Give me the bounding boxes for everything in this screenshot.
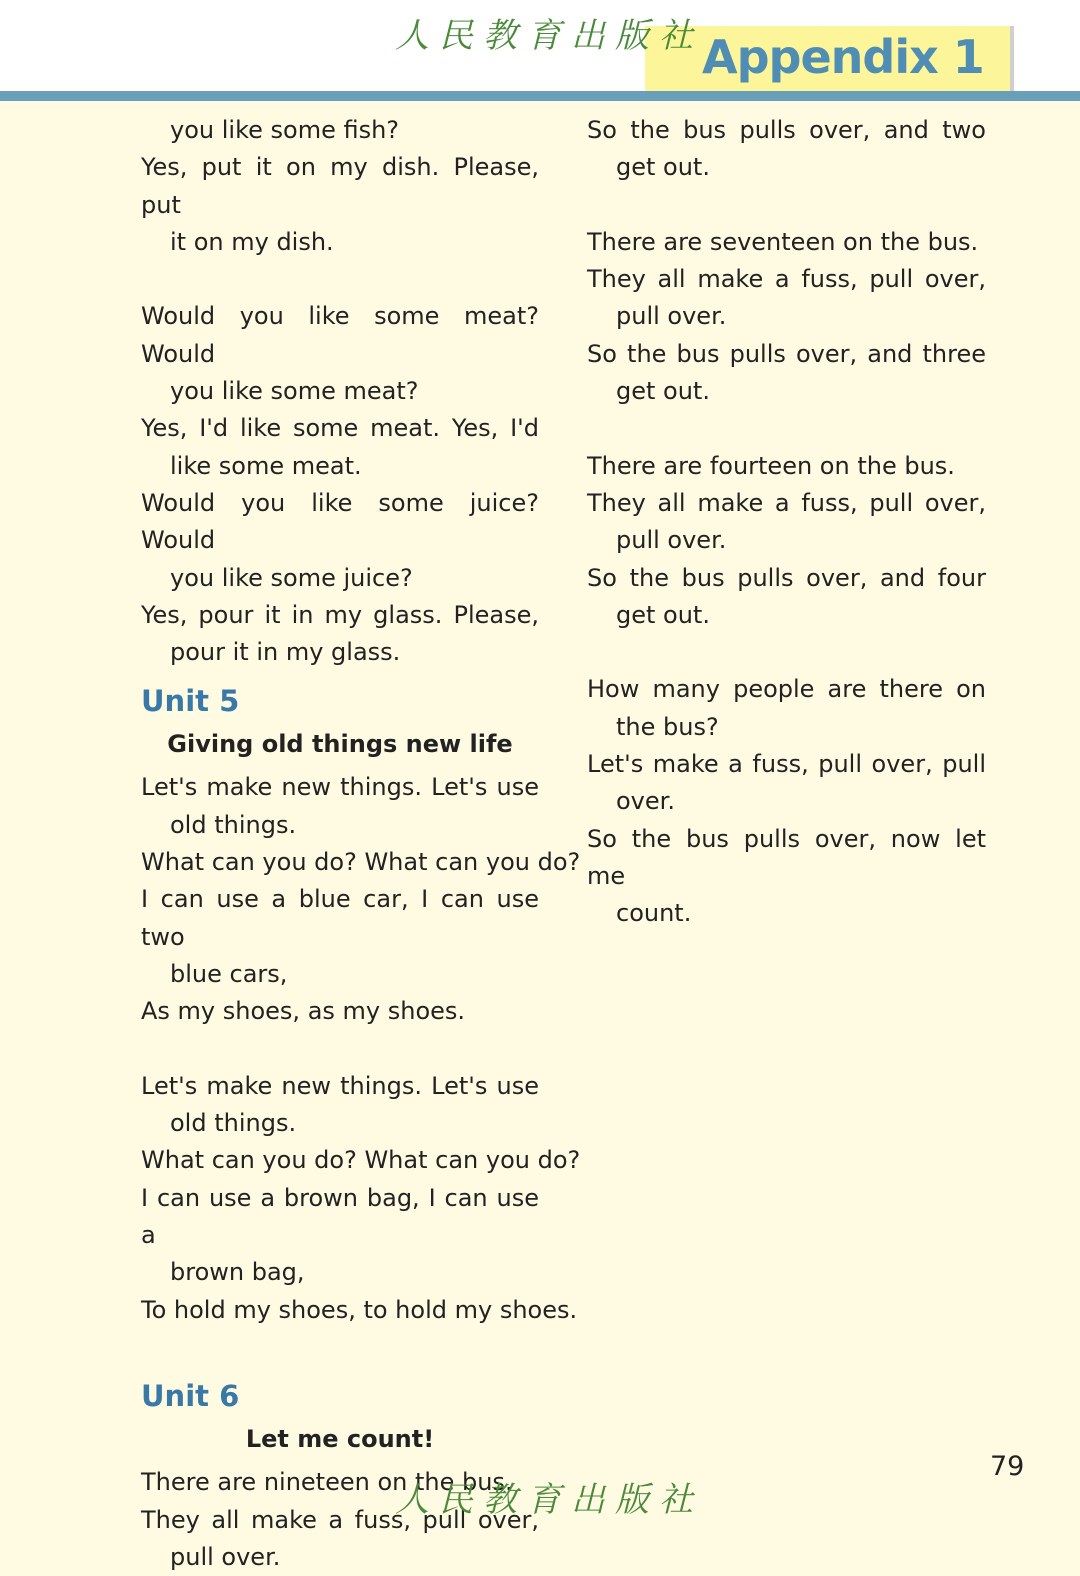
- lyric-line: you like some fish?: [170, 116, 400, 144]
- lyric-line: Yes, I'd like some meat. Yes, I'd: [141, 414, 539, 443]
- lyric-line: Would you like some meat? Would: [141, 302, 539, 368]
- lyric-line: old things.: [170, 810, 297, 839]
- lyric-line: So the bus pulls over, and two: [587, 116, 986, 144]
- lyric-line: How many people are there on: [587, 675, 986, 704]
- lyric-line: get out.: [616, 377, 710, 406]
- stanza-gap: [587, 187, 986, 224]
- unit-6-song-title: Let me count!: [245, 1425, 435, 1454]
- lyric-line: brown bag,: [170, 1258, 305, 1287]
- unit-5-song-title: Giving old things new life: [167, 730, 513, 759]
- appendix-title: Appendix 1: [702, 30, 984, 84]
- lyric-line: count.: [616, 899, 692, 928]
- stanza-gap: [587, 410, 986, 447]
- unit-5-heading: Unit 5: [141, 684, 240, 719]
- lyric-line: pull over.: [170, 1542, 281, 1571]
- lyric-line: pour it in my glass.: [170, 638, 401, 667]
- lyric-line: get out.: [616, 600, 710, 629]
- lyric-line: Let's make new things. Let's use: [141, 773, 539, 802]
- lyric-line: As my shoes, as my shoes.: [141, 997, 466, 1026]
- lyric-line: What can you do? What can you do?: [141, 848, 581, 877]
- lyric-line: pull over.: [616, 302, 727, 331]
- lyric-line: There are seventeen on the bus.: [587, 227, 979, 256]
- publisher-logo-top: 人民教育出版社: [395, 16, 703, 56]
- page-number: 79: [990, 1451, 1025, 1482]
- stanza-gap: [141, 1031, 539, 1068]
- header-rule: [0, 91, 1080, 101]
- lyric-line: get out.: [616, 153, 710, 182]
- lyric-line: There are fourteen on the bus.: [587, 451, 955, 480]
- lyric-line: I can use a blue car, I can use two: [141, 885, 539, 951]
- lyric-line: like some meat.: [170, 451, 362, 480]
- lyric-line: it on my dish.: [170, 227, 334, 256]
- lyric-line: Let's make new things. Let's use: [141, 1071, 539, 1100]
- lyric-line: over.: [616, 787, 675, 816]
- lyric-line: They all make a fuss, pull over,: [587, 488, 986, 517]
- lyric-line: To hold my shoes, to hold my shoes.: [141, 1295, 578, 1324]
- lyric-line: They all make a fuss, pull over,: [587, 265, 986, 294]
- lyric-line: blue cars,: [170, 959, 288, 988]
- stanza-gap: [141, 261, 539, 298]
- lyric-line: you like some juice?: [170, 563, 413, 592]
- right-column: [587, 112, 986, 933]
- lyric-line: the bus?: [616, 712, 719, 741]
- lyric-line: So the bus pulls over, now let me: [587, 824, 986, 890]
- lyric-line: old things.: [170, 1109, 297, 1138]
- lyric-line: Yes, put it on my dish. Please, put: [141, 153, 539, 219]
- stanza-gap: [587, 634, 986, 671]
- publisher-logo-bottom: 人民教育出版社: [395, 1480, 703, 1520]
- lyric-line: So the bus pulls over, and four: [587, 563, 986, 592]
- lyric-line: What can you do? What can you do?: [141, 1146, 581, 1175]
- unit-6-heading: Unit 6: [141, 1379, 240, 1414]
- lyric-line: I can use a brown bag, I can use a: [141, 1183, 539, 1250]
- lyric-line: pull over.: [616, 526, 727, 555]
- lyric-line: you like some meat?: [170, 377, 419, 406]
- lyric-line: Let's make a fuss, pull over, pull: [587, 750, 986, 779]
- lyric-line: They all make a fuss, pull over,: [141, 1505, 539, 1534]
- lyric-line: Yes, pour it in my glass. Please,: [141, 600, 539, 629]
- stanza-gap: [141, 1329, 539, 1366]
- lyric-line: There are nineteen on the bus.: [141, 1468, 513, 1497]
- lyric-line: So the bus pulls over, and three: [587, 339, 986, 368]
- lyric-line: Would you like some juice? Would: [141, 488, 539, 555]
